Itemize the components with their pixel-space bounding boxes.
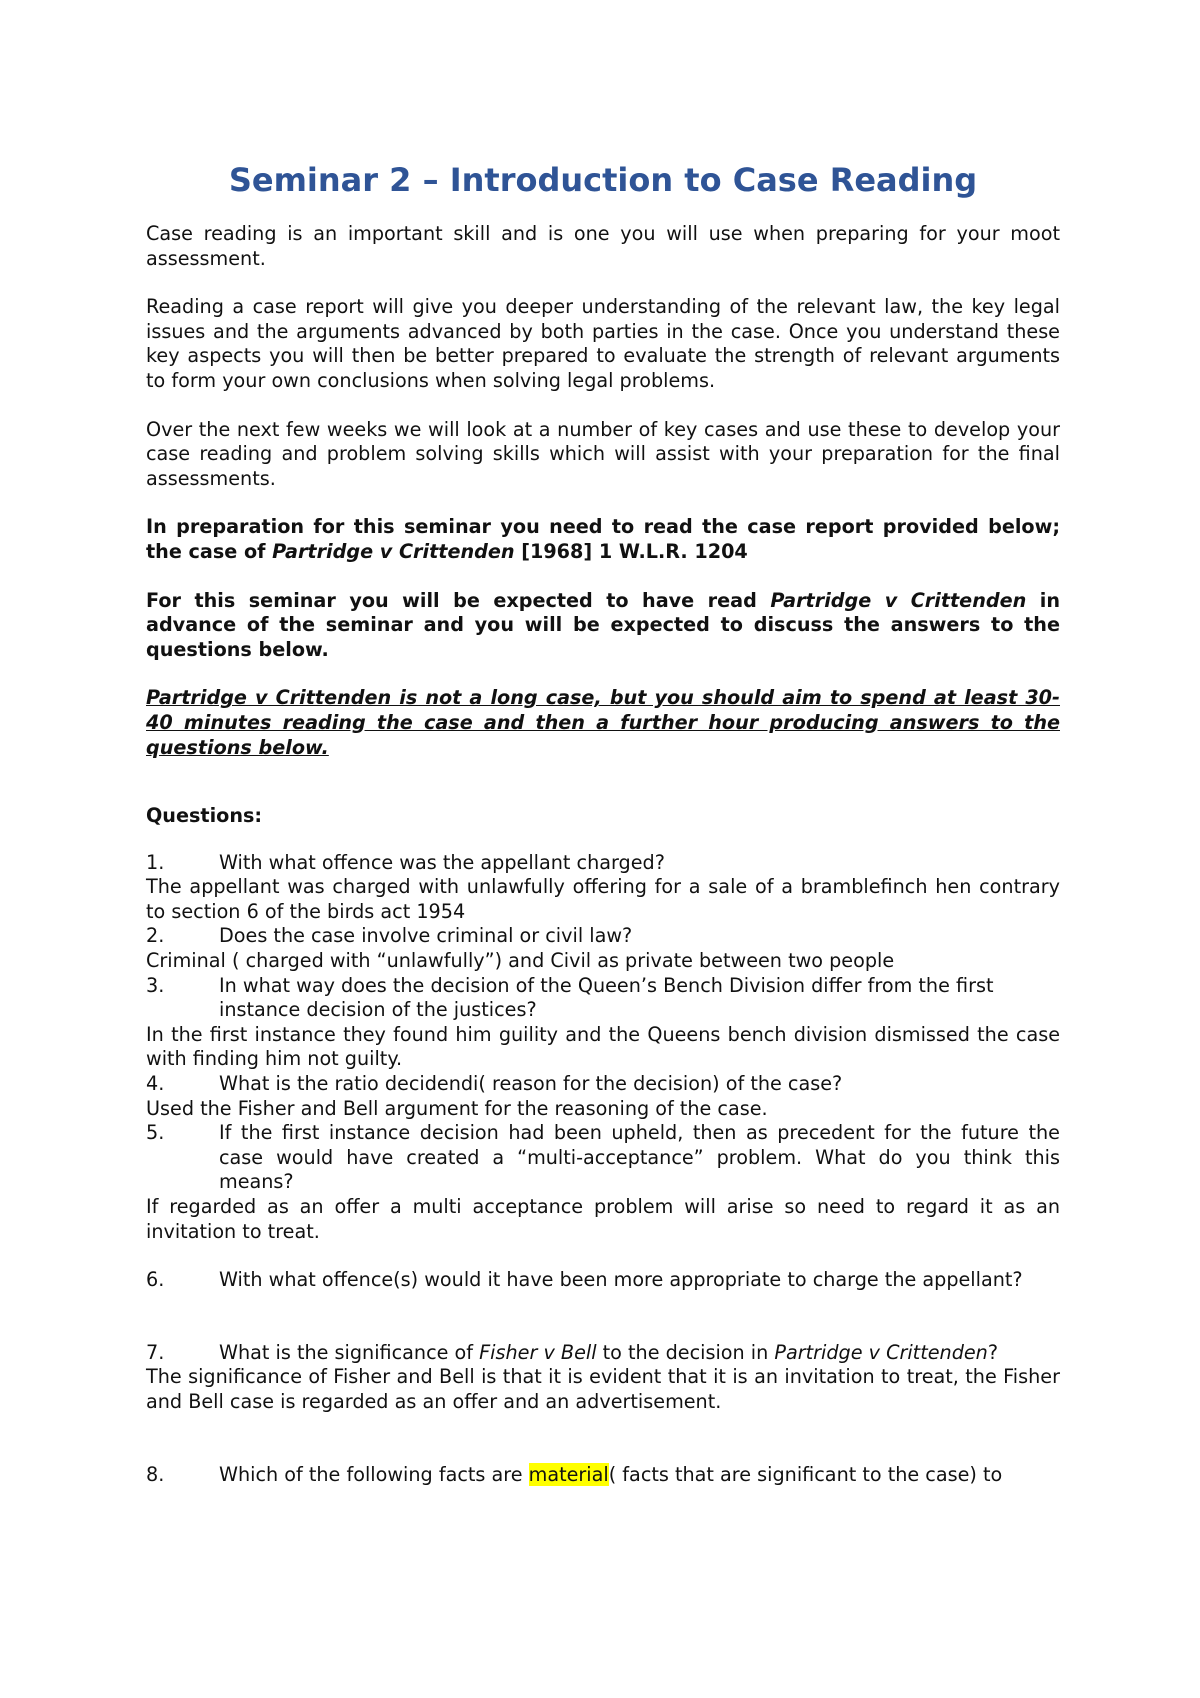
answer-text: The appellant was charged with unlawfully offering for a sale of a bramblefinch hen contrary to section 6 of the birds act 1954 [146, 875, 1060, 923]
answer-text: The significance of Fisher and Bell is that it is evident that it is an invitation to treat, the Fisher and Bell case is regarded as an offer and an advertisement. [146, 1365, 1060, 1413]
question-number: 2. [146, 924, 165, 948]
question-text [219, 1463, 1060, 1488]
page-title: Seminar 2 – Introduction to Case Reading [228, 161, 978, 199]
question-text: If the first instance decision had been upheld, then as precedent for the future the case would have created a “multi-acceptance” problem. What do you think this means? [219, 1121, 1060, 1194]
highlighted-term: material [528, 1462, 609, 1486]
question-item [146, 924, 1060, 949]
prep-citation: [1968] 1 W.L.R. 1204 [514, 539, 748, 563]
question-item [146, 1072, 1060, 1097]
intro-paragraph-2: Reading a case report will give you deeper understanding of the relevant law, the key legal issues and the arguments advanced by both parties in the case. Once you understand these key aspects you will then be better prepared to evaluate the strength of relevant arguments to form your own conclusions when solving legal problems. [146, 295, 1060, 392]
question-text: What is the ratio decidendi( reason for the decision) of the case? [219, 1072, 843, 1096]
prep-text: In preparation for this seminar you need to read the case report provided below; the case of [146, 515, 1060, 563]
preparation-paragraph [146, 515, 1060, 564]
question-text-part: ? [987, 1340, 999, 1364]
expectation-paragraph [146, 589, 1060, 663]
question-text-part: Which of the following facts are [219, 1462, 529, 1486]
questions-heading: Questions: [146, 804, 263, 828]
question-number: 1. [146, 850, 165, 874]
question-item [146, 851, 1060, 876]
question-number: 8. [146, 1462, 165, 1486]
answer-text: Used the Fisher and Bell argument for the reasoning of the case. [146, 1096, 768, 1120]
question-text: With what offence(s) would it have been more appropriate to charge the appellant? [219, 1268, 1023, 1292]
document-body [146, 160, 1060, 1487]
answer-text: If regarded as an offer a multi acceptance problem will arise so need to regard it as an invitation to treat. [146, 1195, 1060, 1243]
expect-text-after: in advance of the seminar and you will be expected to discuss the answers to the questions below. [146, 588, 1060, 661]
question-number: 4. [146, 1072, 165, 1096]
time-guidance-note: Partridge v Crittenden is not a long case, but you should aim to spend at least 30-40 minutes reading the case and then a further hour producing answers to the questions below. [146, 686, 1060, 759]
expect-case-name: Partridge v Crittenden [770, 588, 1027, 612]
question-item [146, 1341, 1060, 1366]
question-text-part: What is the significance of [219, 1340, 480, 1364]
question-number: 6. [146, 1268, 165, 1292]
question-text-part: to the decision in [596, 1340, 775, 1364]
case-name: Fisher v Bell [479, 1340, 597, 1364]
answer-text: Criminal ( charged with “unlawfully”) and Civil as private between two people [146, 949, 895, 973]
question-text [219, 1341, 1060, 1366]
question-number: 5. [146, 1121, 165, 1145]
prep-case-name: Partridge v Crittenden [272, 539, 515, 563]
answer-text: In the first instance they found him guility and the Queens bench division dismissed the case with finding him not guilty. [146, 1022, 1060, 1071]
question-item [146, 1463, 1060, 1488]
case-name: Partridge v Crittenden [774, 1340, 988, 1364]
question-item [146, 1268, 1060, 1293]
question-text-part: ( facts that are significant to the case) to [608, 1462, 1003, 1486]
intro-paragraph-3: Over the next few weeks we will look at a number of key cases and use these to develop your case reading and problem solving skills which will assist with your preparation for the final assessments. [146, 417, 1060, 490]
question-number: 7. [146, 1340, 165, 1364]
expect-text-before: For this seminar you will be expected to have read [146, 588, 771, 612]
question-text: Does the case involve criminal or civil law? [219, 924, 633, 948]
question-item [146, 974, 1060, 1023]
question-number: 3. [146, 973, 165, 997]
question-text: With what offence was the appellant charged? [219, 850, 665, 874]
intro-paragraph-1: Case reading is an important skill and is one you will use when preparing for your moot assessment. [146, 222, 1060, 270]
question-item [146, 1121, 1060, 1195]
question-text: In what way does the decision of the Queen’s Bench Division differ from the first instance decision of the justices? [219, 973, 994, 1022]
